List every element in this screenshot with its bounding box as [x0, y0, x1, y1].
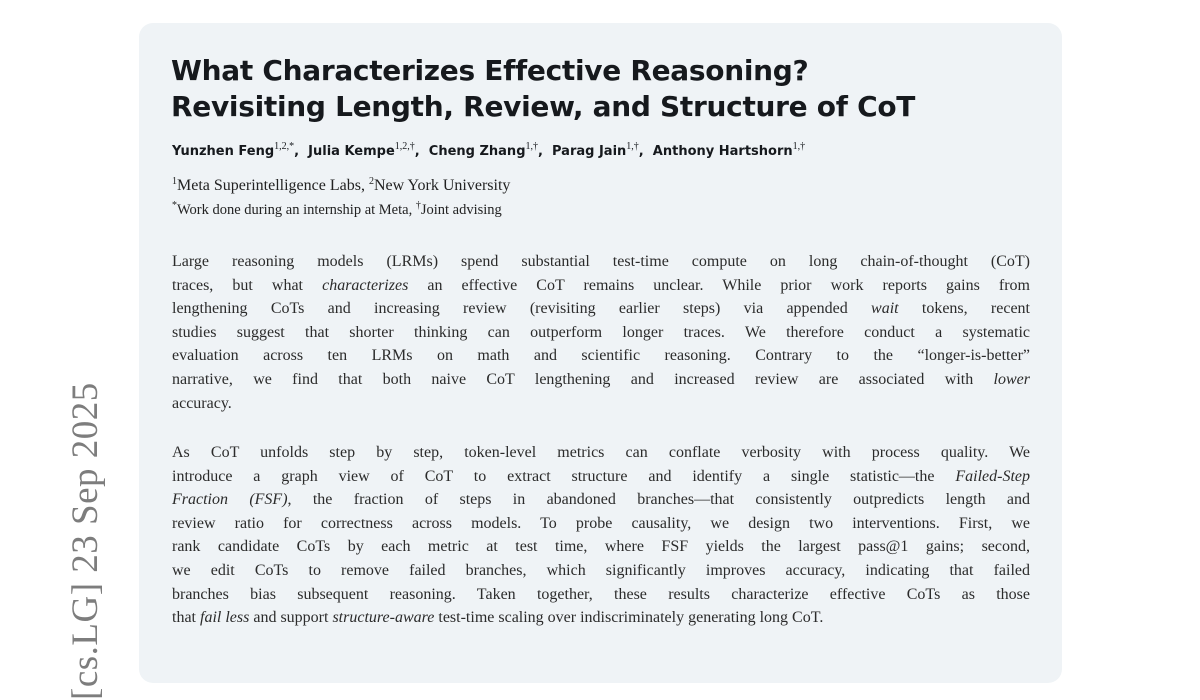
footnote-joint-advising: Joint advising [420, 202, 502, 218]
abstract-text: accuracy. [172, 394, 232, 412]
author-name: Anthony Hartshorn [652, 144, 793, 159]
author-name: Cheng Zhang [428, 144, 526, 159]
footnote-mark: † [415, 200, 421, 211]
footnote-mark: * [172, 200, 177, 211]
abstract-text: introduce a graph view of CoT to extract structure and identify a single statistic—the [172, 467, 956, 485]
arxiv-side-stamp [22, 0, 106, 700]
abstract-line [172, 250, 1030, 274]
abstract-text: branches bias subsequent reasoning. Taken together, these results characterize effective CoTs as those [172, 585, 1030, 603]
abstract-text: traces, but what [172, 276, 323, 294]
author-affiliation-marks: 1,† [792, 141, 806, 152]
paper-title [171, 53, 915, 125]
affiliation-mark: 1 [172, 176, 177, 187]
abstract-line [172, 297, 1030, 321]
abstract-text: Large reasoning models (LRMs) spend substantial test-time compute on long chain-of-thought (CoT) [172, 253, 1030, 270]
abstract-line [172, 441, 1030, 465]
author-name: Parag Jain [552, 144, 627, 159]
abstract-text: evaluation across ten LRMs on math and scientific reasoning. Contrary to the “longer-is-better” [172, 347, 1030, 365]
abstract-line [172, 606, 1030, 630]
affiliation-mark: 2 [368, 176, 374, 187]
title-line-1: What Characterizes Effective Reasoning? [171, 54, 809, 87]
author-affiliation-marks: 1,† [626, 141, 639, 152]
abstract-line [172, 392, 1030, 416]
abstract-line [172, 559, 1030, 583]
author-name: Yunzhen Feng [172, 144, 275, 159]
author-affiliation-marks: 1,2,* [274, 141, 295, 152]
abstract-line [172, 512, 1030, 536]
abstract-text: and support [249, 609, 333, 627]
title-line-2: Revisiting Length, Review, and Structure of CoT [171, 90, 916, 123]
affiliations [172, 176, 510, 196]
affiliation-nyu: New York University [373, 177, 511, 194]
abstract-text: studies suggest that shorter thinking can outperform longer traces. We therefore conduct a systematic [172, 323, 1030, 341]
abstract-text: test-time scaling over indiscriminately generating long CoT. [434, 609, 824, 627]
abstract-text: an effective CoT remains unclear. While prior work reports gains from [408, 276, 1031, 294]
abstract-line [172, 274, 1030, 298]
author-separator: , [414, 144, 429, 159]
abstract-line [172, 344, 1030, 368]
abstract-text: , the fraction of steps in abandoned branches—that consistently outpredicts length and [287, 491, 1030, 509]
abstract-emphasis: Fraction (FSF) [172, 491, 288, 509]
affiliation-meta: Meta Superintelligence Labs, [177, 177, 369, 194]
abstract-line [172, 488, 1030, 512]
author-affiliation-marks: 1,† [525, 141, 538, 152]
author-name: Julia Kempe [308, 144, 395, 159]
abstract-text: As CoT unfolds step by step, token-level metrics can conflate verbosity with process quality. We [172, 444, 1030, 461]
abstract-text: that [172, 609, 200, 627]
abstract-text: lengthening CoTs and increasing review (revisiting earlier steps) via appended [172, 300, 872, 318]
arxiv-stamp-text: [cs.LG] 23 Sep 2025 [65, 382, 106, 700]
abstract-line [172, 535, 1030, 559]
author-separator: , [538, 144, 552, 159]
abstract-line [172, 465, 1030, 489]
author-affiliation-marks: 1,2,† [394, 141, 415, 152]
footnote-internship: Work done during an internship at Meta, [177, 202, 416, 218]
abstract-text: review ratio for correctness across models. To probe causality, we design two interventions. First, we [172, 514, 1030, 532]
abstract-line [172, 321, 1030, 345]
abstract-line [172, 583, 1030, 607]
abstract-emphasis: Failed-Step [955, 467, 1030, 485]
abstract-emphasis: wait [871, 300, 899, 318]
abstract-line [172, 368, 1030, 392]
abstract-paragraph-2 [172, 441, 1030, 630]
abstract-text: we edit CoTs to remove failed branches, which significantly improves accuracy, indicating that failed [172, 561, 1030, 579]
abstract-emphasis: fail less [200, 609, 250, 627]
abstract-emphasis: structure-aware [332, 609, 435, 627]
abstract-text: tokens, recent [898, 300, 1030, 318]
abstract-emphasis: lower [993, 370, 1030, 388]
abstract-emphasis: characterizes [322, 276, 409, 294]
abstract-text: rank candidate CoTs by each metric at test time, where FSF yields the largest pass@1 gains; second, [172, 538, 1030, 556]
author-footnotes [172, 201, 502, 219]
abstract-paragraph-1 [172, 250, 1030, 415]
author-list [172, 141, 805, 163]
author-separator: , [294, 144, 309, 159]
author-separator: , [638, 144, 653, 159]
abstract-text: narrative, we find that both naive CoT lengthening and increased review are associated with [172, 370, 994, 388]
